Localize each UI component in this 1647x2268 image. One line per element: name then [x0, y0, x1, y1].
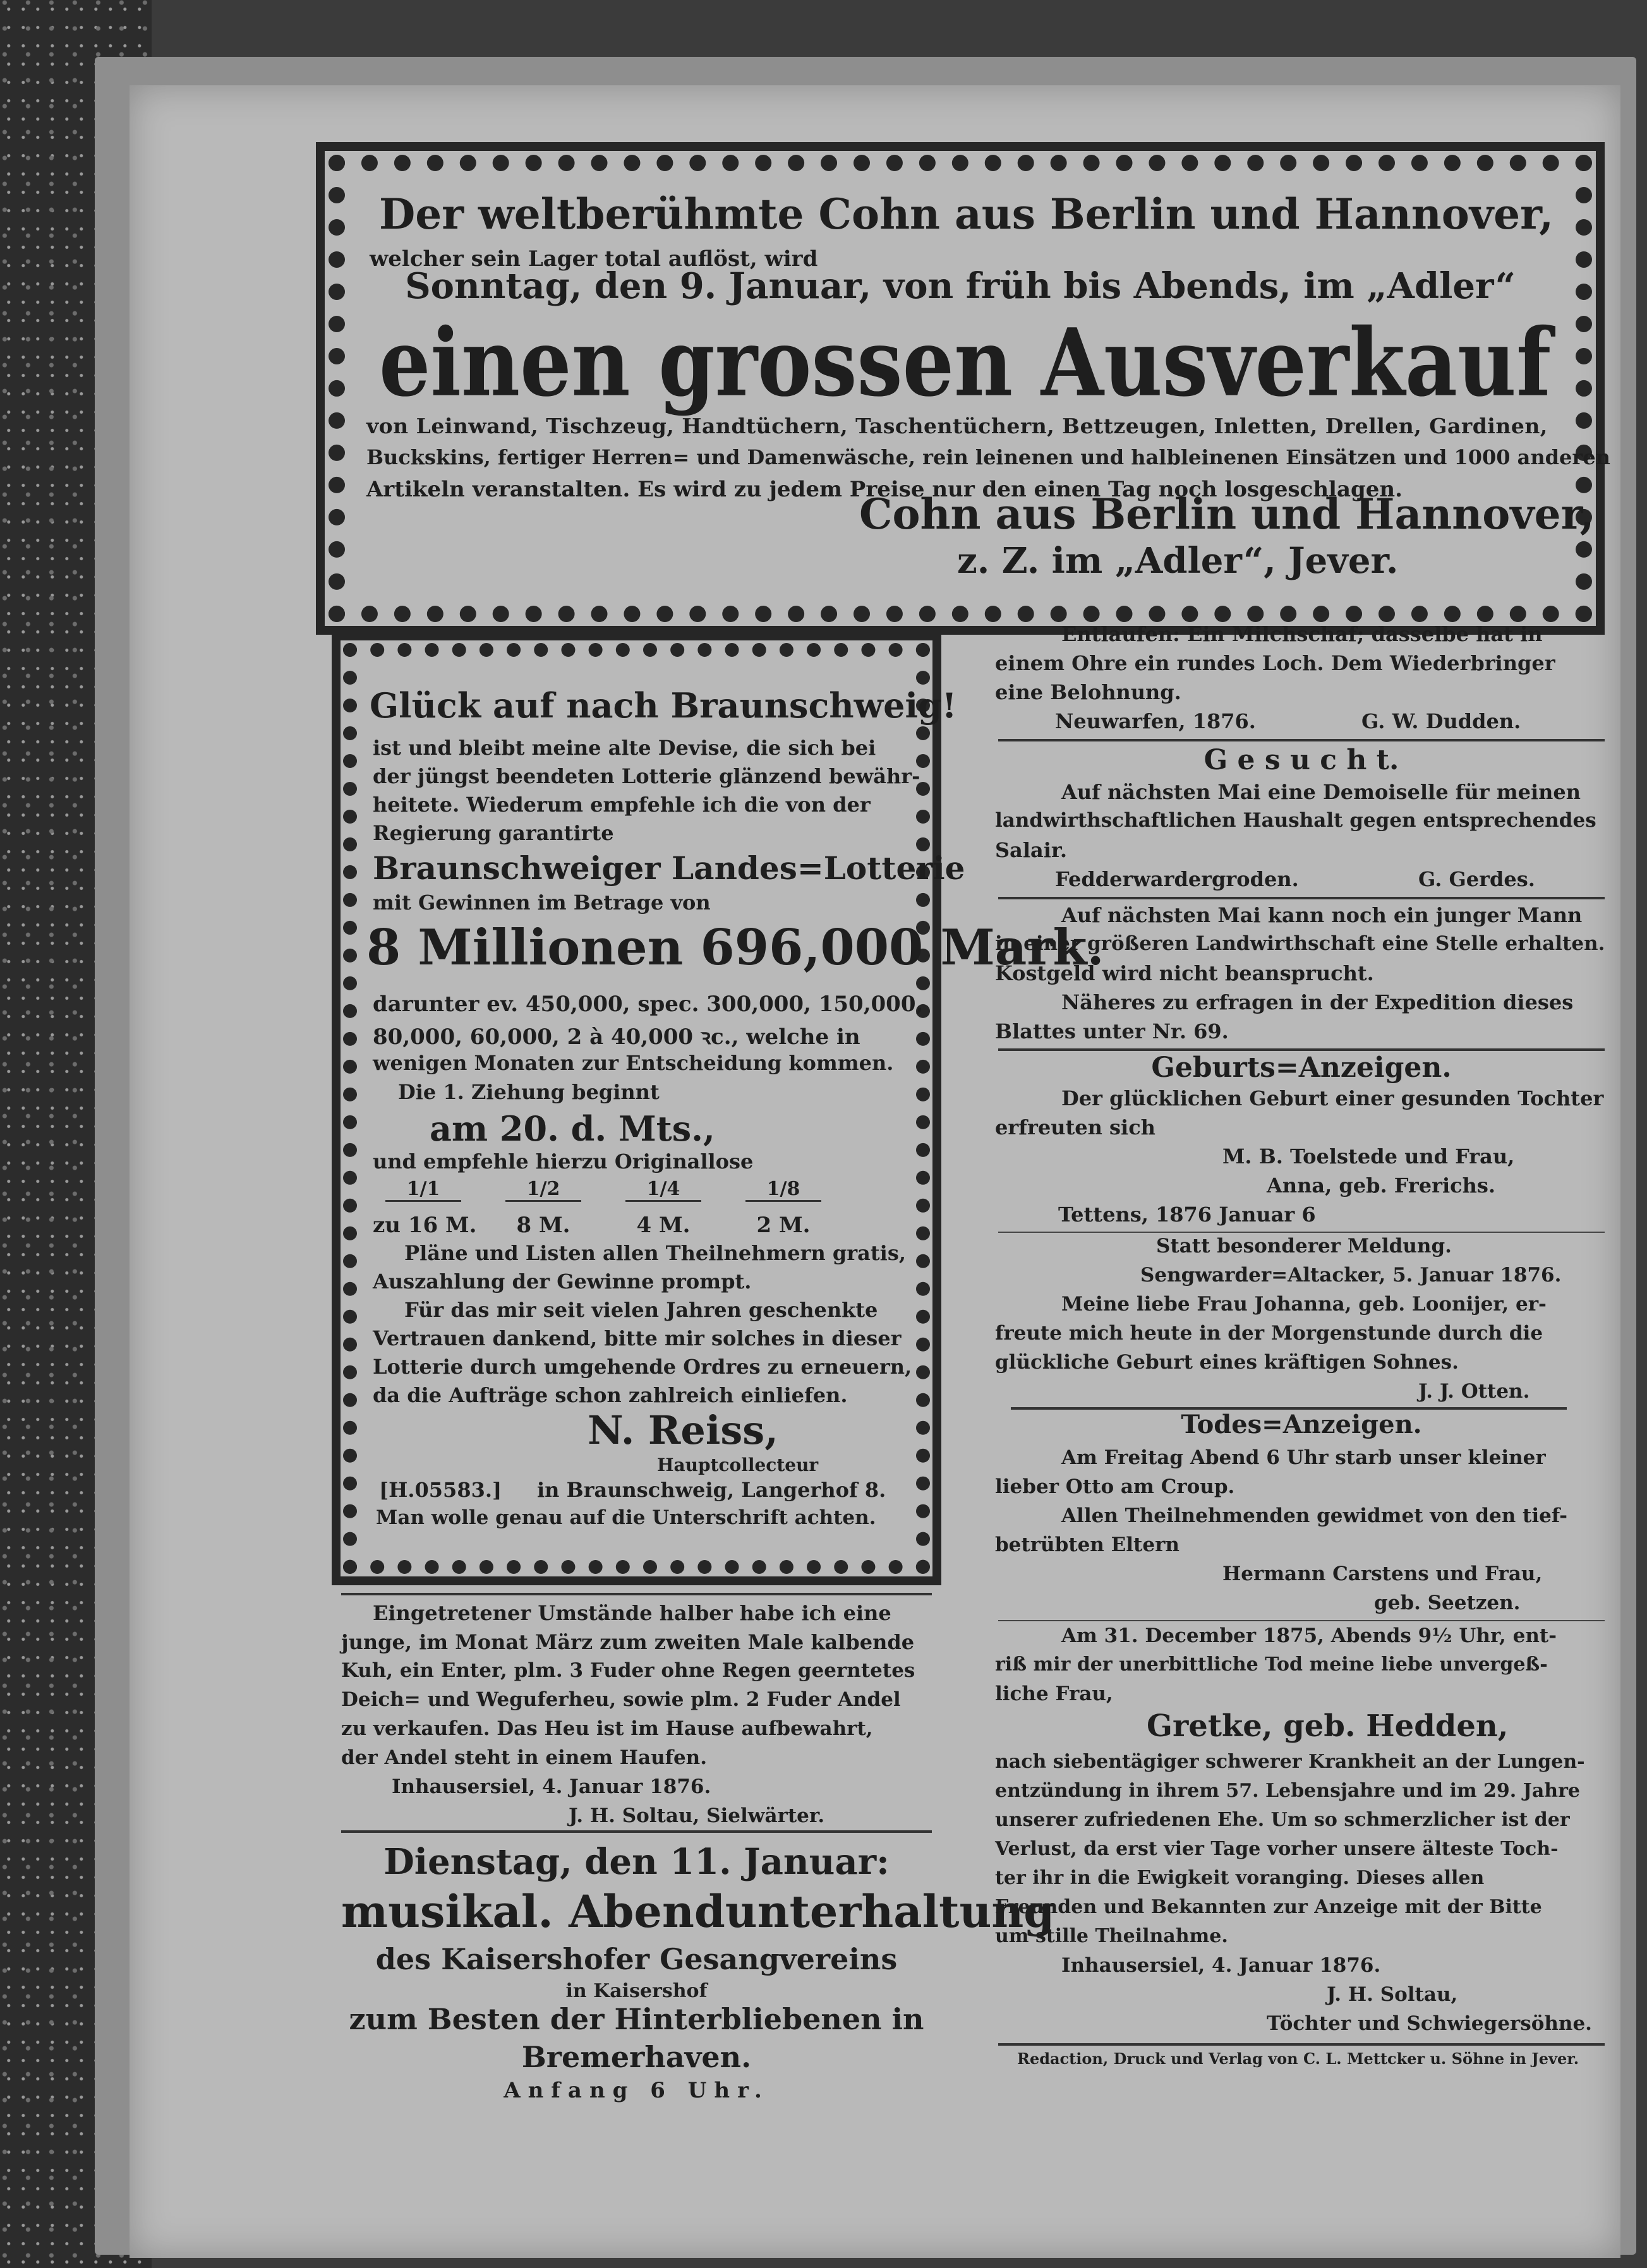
lost-line-5: G. W. Dudden.: [1361, 709, 1521, 733]
hay-line-7: Inhausersiel, 4. Januar 1876.: [392, 1775, 711, 1798]
lottery-line-17: Für das mir seit vielen Jahren geschenkte: [404, 1298, 878, 1322]
fraction-4: 1/8: [745, 1178, 821, 1202]
wanted-line-2: landwirthschaftlichen Haushalt gegen entsprechendes: [995, 809, 1596, 832]
births-line-7: Sengwarder=Altacker, 5. Januar 1876.: [1140, 1264, 1562, 1287]
wanted-line-3: Salair.: [995, 838, 1067, 862]
lottery-line-21: Man wolle genau auf die Unterschrift achten.: [376, 1506, 876, 1529]
lottery-line-16: Auszahlung der Gewinne prompt.: [373, 1269, 752, 1293]
deaths-line-19: J. H. Soltau,: [1327, 1983, 1458, 2006]
divider-left-2: [341, 1830, 932, 1833]
lottery-line-18: Vertrauen dankend, bitte mir solches in dieser: [373, 1326, 902, 1350]
deaths-line-18: Inhausersiel, 4. Januar 1876.: [1061, 1954, 1381, 1977]
lost-line-4: Neuwarfen, 1876.: [1055, 709, 1256, 733]
divider-right-6: [998, 1620, 1605, 1621]
divider-right-1: [998, 739, 1605, 741]
deaths-line-10: Gretke, geb. Hedden,: [1147, 1708, 1509, 1744]
top-ad-line-1: Der weltberühmte Cohn aus Berlin und Hannover,: [379, 189, 1554, 239]
lottery-line-9: darunter ev. 450,000, spec. 300,000, 150,000,: [373, 992, 924, 1017]
lost-line-1: Entlaufen: Ein Milchschaf; dasselbe hat in: [1061, 622, 1543, 646]
births-line-2: erfreuten sich: [995, 1115, 1155, 1139]
wanted-line-4: Fedderwardergroden.: [1055, 867, 1299, 891]
divider-left-1: [341, 1593, 932, 1595]
births-line-11: J. J. Otten.: [1418, 1380, 1530, 1403]
deaths-line-5: Hermann Carstens und Frau,: [1222, 1563, 1543, 1585]
lottery-line-1: Glück auf nach Braunschweig!: [370, 685, 957, 726]
deaths-line-11: nach siebentägiger schwerer Krankheit an der Lungen-: [995, 1751, 1585, 1773]
deaths-line-15: ter ihr in die Ewigkeit voranging. Dieses allen: [995, 1867, 1485, 1889]
lottery-line-3: der jüngst beendeten Lotterie glänzend bewähr-: [373, 764, 920, 788]
lottery-line-7: mit Gewinnen im Betrage von: [373, 891, 711, 915]
lottery-signature-name: N. Reiss,: [588, 1407, 778, 1453]
deaths-line-3: Allen Theilnehmenden gewidmet von den tief-: [1061, 1504, 1567, 1527]
hay-line-1: Eingetretener Umstände halber habe ich eine: [373, 1601, 891, 1625]
deaths-line-8: riß mir der unerbittliche Tod meine liebe unvergeß-: [995, 1653, 1548, 1676]
hay-line-2: junge, im Monat März zum zweiten Male kalbende: [341, 1630, 915, 1654]
hay-line-5: zu verkaufen. Das Heu ist im Hause aufbewahrt,: [341, 1717, 873, 1740]
lost-line-2: einem Ohre ein rundes Loch. Dem Wiederbringer: [995, 651, 1555, 675]
hay-line-8: J. H. Soltau, Sielwärter.: [569, 1804, 825, 1827]
lottery-line-15: Pläne und Listen allen Theilnehmern gratis,: [404, 1241, 906, 1265]
concert-line-1: Dienstag, den 11. Januar:: [383, 1841, 890, 1883]
lottery-line-11: wenigen Monaten zur Entscheidung kommen.: [373, 1051, 894, 1075]
young-man-line-1: Auf nächsten Mai kann noch ein junger Mann: [1061, 903, 1583, 927]
lottery-address: in Braunschweig, Langerhof 8.: [537, 1478, 886, 1502]
price-4: 2 M.: [756, 1213, 811, 1238]
top-ad-line-6: Buckskins, fertiger Herren= und Damenwäsche, rein leinenen und halbleinenen Einsätzen und 1000 anderen: [366, 445, 1610, 469]
young-man-line-5: Blattes unter Nr. 69.: [995, 1019, 1229, 1043]
price-1: zu 16 M.: [373, 1213, 477, 1238]
deaths-line-6: geb. Seetzen.: [1374, 1592, 1521, 1614]
divider-right-3: [998, 1048, 1605, 1051]
lottery-line-6: Braunschweiger Landes=Lotterie: [373, 849, 965, 887]
births-line-6: Statt besonderer Meldung.: [1156, 1235, 1452, 1257]
deaths-line-16: Freunden und Bekannten zur Anzeige mit der Bitte: [995, 1896, 1542, 1918]
hay-line-6: der Andel steht in einem Haufen.: [341, 1746, 707, 1769]
births-line-4: Anna, geb. Frerichs.: [1267, 1173, 1496, 1197]
lottery-signature-title: Hauptcollecteur: [657, 1455, 819, 1475]
deaths-line-4: betrübten Eltern: [995, 1533, 1179, 1556]
price-2: 8 M.: [516, 1213, 570, 1238]
lottery-line-20: da die Aufträge schon zahlreich einliefen.: [373, 1383, 848, 1407]
lottery-line-8: 8 Millionen 696,000 Mark.: [366, 919, 1104, 976]
divider-right-4: [998, 1232, 1605, 1233]
deaths-line-14: Verlust, da erst vier Tage vorher unsere älteste Toch-: [995, 1838, 1559, 1860]
concert-line-4: in Kaisershof: [565, 1980, 708, 2002]
lottery-line-13: am 20. d. Mts.,: [430, 1108, 715, 1149]
price-3: 4 M.: [636, 1213, 691, 1238]
fraction-3: 1/4: [625, 1178, 701, 1202]
top-ad-line-4: einen grossen Ausverkauf: [379, 308, 1552, 418]
lottery-line-12: Die 1. Ziehung beginnt: [398, 1080, 660, 1104]
concert-line-5: zum Besten der Hinterbliebenen in: [349, 2002, 924, 2036]
deaths-line-12: entzündung in ihrem 57. Lebensjahre und im 29. Jahre: [995, 1780, 1581, 1802]
deaths-heading: Todes=Anzeigen.: [1181, 1410, 1422, 1439]
births-line-9: freute mich heute in der Morgenstunde durch die: [995, 1322, 1543, 1345]
deaths-line-20: Töchter und Schwiegersöhne.: [1267, 2012, 1592, 2035]
deaths-line-13: unserer zufriedenen Ehe. Um so schmerzlicher ist der: [995, 1809, 1570, 1831]
births-heading: Geburts=Anzeigen.: [1151, 1052, 1452, 1084]
births-line-3: M. B. Toelstede und Frau,: [1222, 1144, 1515, 1168]
deaths-line-17: um stille Theilnahme.: [995, 1925, 1228, 1947]
top-ad-line-5: von Leinwand, Tischzeug, Handtüchern, Taschentüchern, Bettzeugen, Inletten, Drellen, Gardinen,: [366, 414, 1548, 438]
lottery-line-19: Lotterie durch umgehende Ordres zu erneuern,: [373, 1355, 912, 1379]
lottery-line-10: 80,000, 60,000, 2 à 40,000 ꝛc., welche in: [373, 1024, 860, 1050]
fraction-2: 1/2: [505, 1178, 581, 1202]
births-line-8: Meine liebe Frau Johanna, geb. Loonijer, er-: [1061, 1293, 1547, 1316]
young-man-line-2: in einer größeren Landwirthschaft eine Stelle erhalten.: [995, 932, 1605, 955]
concert-line-3: des Kaisershofer Gesangvereins: [375, 1942, 898, 1976]
young-man-line-3: Kostgeld wird nicht beansprucht.: [995, 961, 1374, 985]
young-man-line-4: Näheres zu erfragen in der Expedition dieses: [1061, 990, 1574, 1014]
wanted-line-5: G. Gerdes.: [1418, 867, 1535, 891]
top-ad-line-2: welcher sein Lager total auflöst, wird: [370, 246, 818, 272]
deaths-line-2: lieber Otto am Croup.: [995, 1475, 1235, 1498]
fraction-1: 1/1: [385, 1178, 461, 1202]
lottery-code: [H.05583.]: [379, 1478, 502, 1502]
lottery-line-5: Regierung garantirte: [373, 821, 614, 845]
top-ad-line-7: Artikeln veranstalten. Es wird zu jedem Preise nur den einen Tag noch losgeschlagen.: [366, 477, 1403, 502]
births-line-5: Tettens, 1876 Januar 6: [1058, 1203, 1316, 1227]
wanted-line-1: Auf nächsten Mai eine Demoiselle für meinen: [1061, 780, 1581, 804]
wanted-heading: G e s u c h t.: [1204, 744, 1399, 776]
divider-right-2: [998, 897, 1605, 899]
lottery-line-4: heitete. Wiederum empfehle ich die von der: [373, 793, 871, 817]
deaths-line-1: Am Freitag Abend 6 Uhr starb unser kleiner: [1061, 1446, 1546, 1469]
concert-line-7: Anfang 6 Uhr.: [504, 2078, 769, 2103]
top-ad-line-3: Sonntag, den 9. Januar, von früh bis Abends, im „Adler“: [405, 265, 1516, 307]
lost-line-3: eine Belohnung.: [995, 680, 1181, 704]
deaths-line-9: liche Frau,: [995, 1683, 1113, 1705]
hay-line-3: Kuh, ein Enter, plm. 3 Fuder ohne Regen geerntetes: [341, 1659, 915, 1682]
concert-line-2: musikal. Abendunterhaltung: [341, 1885, 1055, 1938]
top-ad-line-8: Cohn aus Berlin und Hannover,: [859, 489, 1595, 539]
deaths-line-7: Am 31. December 1875, Abends 9½ Uhr, ent-: [1061, 1624, 1557, 1647]
lottery-price-table: [373, 1178, 878, 1247]
divider-right-7: [998, 2043, 1605, 2046]
concert-line-6: Bremerhaven.: [521, 2040, 752, 2074]
top-ad-line-9: z. Z. im „Adler“, Jever.: [957, 540, 1399, 582]
lottery-line-2: ist und bleibt meine alte Devise, die sich bei: [373, 736, 876, 760]
births-line-1: Der glücklichen Geburt einer gesunden Tochter: [1061, 1086, 1604, 1110]
births-line-10: glückliche Geburt eines kräftigen Sohnes.: [995, 1351, 1459, 1374]
lottery-line-14: und empfehle hierzu Originallose: [373, 1149, 754, 1173]
hay-line-4: Deich= und Weguferheu, sowie plm. 2 Fuder Andel: [341, 1688, 901, 1711]
imprint: Redaction, Druck und Verlag von C. L. Mettcker u. Söhne in Jever.: [1017, 2049, 1579, 2068]
